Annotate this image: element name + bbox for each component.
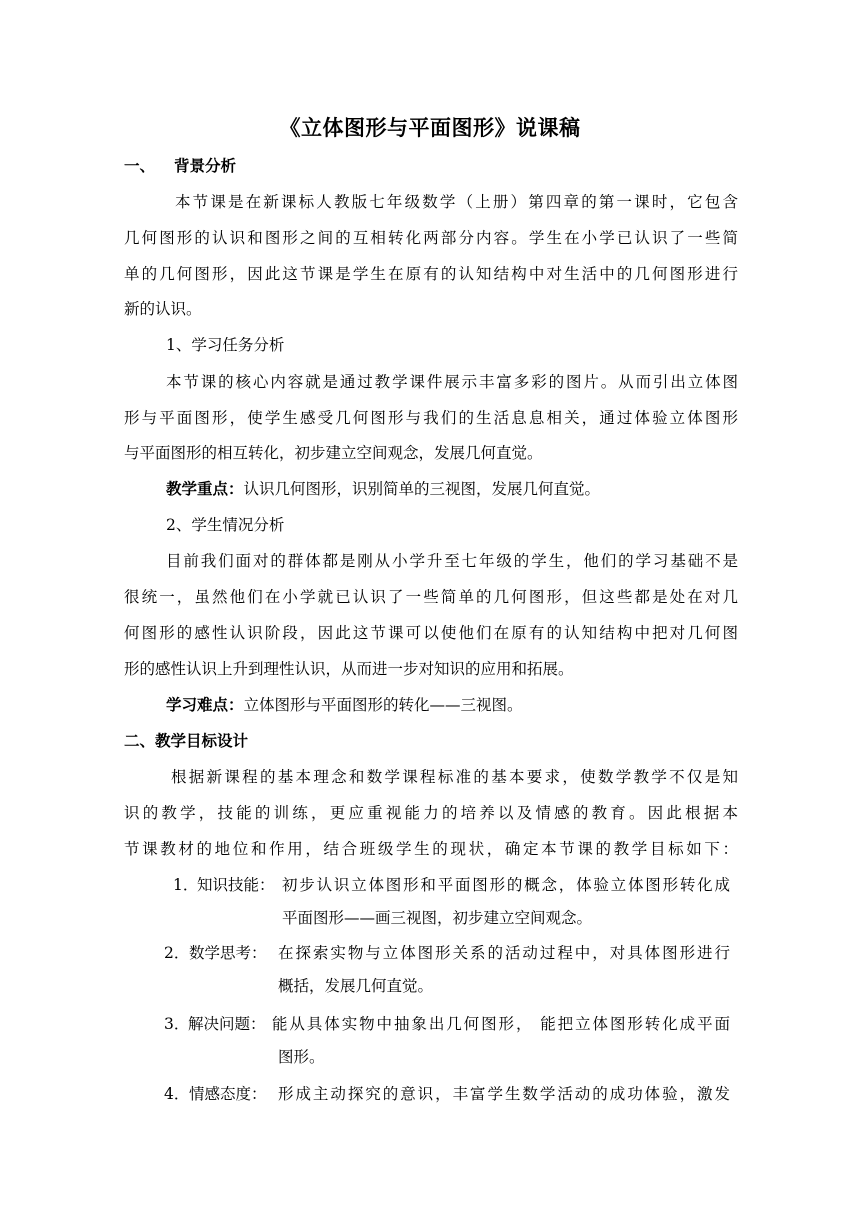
goal-1-number: 1． — [173, 876, 199, 894]
p3-line-4: 形的感性认识上升到理性认识，从而进一步对知识的应用和拓展。 — [124, 660, 574, 678]
goal-2-line-2: 概括，发展几何直觉。 — [278, 977, 434, 995]
p2-line-2: 形与平面图形，使学生感受几何图形与我们的生活息息相关，通过体验立体图形 — [124, 409, 738, 427]
key-point-line — [166, 479, 600, 499]
p4-line-1: 根据新课程的基本理念和数学课程标准的基本要求，使数学教学不仅是知 — [171, 768, 738, 786]
goal-4-label: 情感态度： — [189, 1085, 267, 1103]
section-2-heading: 二、教学目标设计 — [124, 732, 249, 750]
goal-3-label: 解决问题： — [188, 1015, 266, 1033]
section-1-heading: 背景分析 — [174, 157, 237, 175]
goal-2-label: 数学思考： — [189, 944, 267, 962]
goal-1-line-1: 初步认识立体图形和平面图形的概念，体验立体图形转化成 — [282, 876, 730, 894]
goal-1-line-2: 平面图形——画三视图，初步建立空间观念。 — [282, 909, 593, 927]
p3-line-1: 目前我们面对的群体都是刚从小学升至七年级的学生，他们的学习基础不是 — [166, 552, 738, 570]
p3-line-3: 何图形的感性认识阶段，因此这节课可以使他们在原有的认知结构中把对几何图 — [124, 624, 738, 642]
p1-line-3: 单的几何图形，因此这节课是学生在原有的认知结构中对生活中的几何图形进行 — [124, 265, 738, 283]
p3-line-2: 很统一，虽然他们在小学就已认识了一些简单的几何图形，但这些都是处在对几 — [124, 588, 738, 606]
p4-line-3: 节课教材的地位和作用，结合班级学生的现状，确定本节课的教学目标如下： — [124, 840, 738, 858]
goal-1-label: 知识技能： — [197, 876, 275, 894]
difficulty-line — [166, 695, 523, 715]
subheading-student-analysis: 2、学生情况分析 — [166, 516, 285, 534]
document-title: 《立体图形与平面图形》说课稿 — [279, 116, 581, 140]
p1-line-4: 新的认识。 — [124, 300, 202, 318]
goal-3-line-2: 图形。 — [278, 1048, 325, 1066]
p2-line-3: 与平面图形的相互转化，初步建立空间观念，发展几何直觉。 — [124, 444, 543, 462]
p2-line-1: 本节课的核心内容就是通过教学课件展示丰富多彩的图片。从而引出立体图 — [166, 373, 738, 391]
goal-4-line-1: 形成主动探究的意识，丰富学生数学活动的成功体验，激发 — [278, 1085, 730, 1103]
key-point-label: 教学重点： — [166, 480, 244, 498]
subheading-task-analysis: 1、学习任务分析 — [166, 336, 285, 354]
goal-3-number: 3． — [164, 1015, 190, 1033]
p1-line-1: 本节课是在新课标人教版七年级数学（上册）第四章的第一课时，它包含 — [175, 193, 738, 211]
difficulty-label: 学习难点： — [166, 696, 244, 714]
goal-2-line-1: 在探索实物与立体图形关系的活动过程中，对具体图形进行 — [278, 944, 730, 962]
goal-2-number: 2． — [164, 944, 190, 962]
section-1-number: 一、 — [124, 157, 156, 175]
p4-line-2: 识的教学，技能的训练，更应重视能力的培养以及情感的教育。因此根据本 — [124, 804, 738, 822]
p1-line-2: 几何图形的认识和图形之间的互相转化两部分内容。学生在小学已认识了一些简 — [124, 229, 738, 247]
difficulty-text: 立体图形与平面图形的转化——三视图。 — [243, 696, 523, 714]
goal-3-line-1: 能从具体实物中抽象出几何图形， 能把立体图形转化成平面 — [272, 1015, 730, 1033]
goal-4-number: 4． — [164, 1085, 190, 1103]
key-point-text: 认识几何图形，识别简单的三视图，发展几何直觉。 — [243, 480, 601, 498]
